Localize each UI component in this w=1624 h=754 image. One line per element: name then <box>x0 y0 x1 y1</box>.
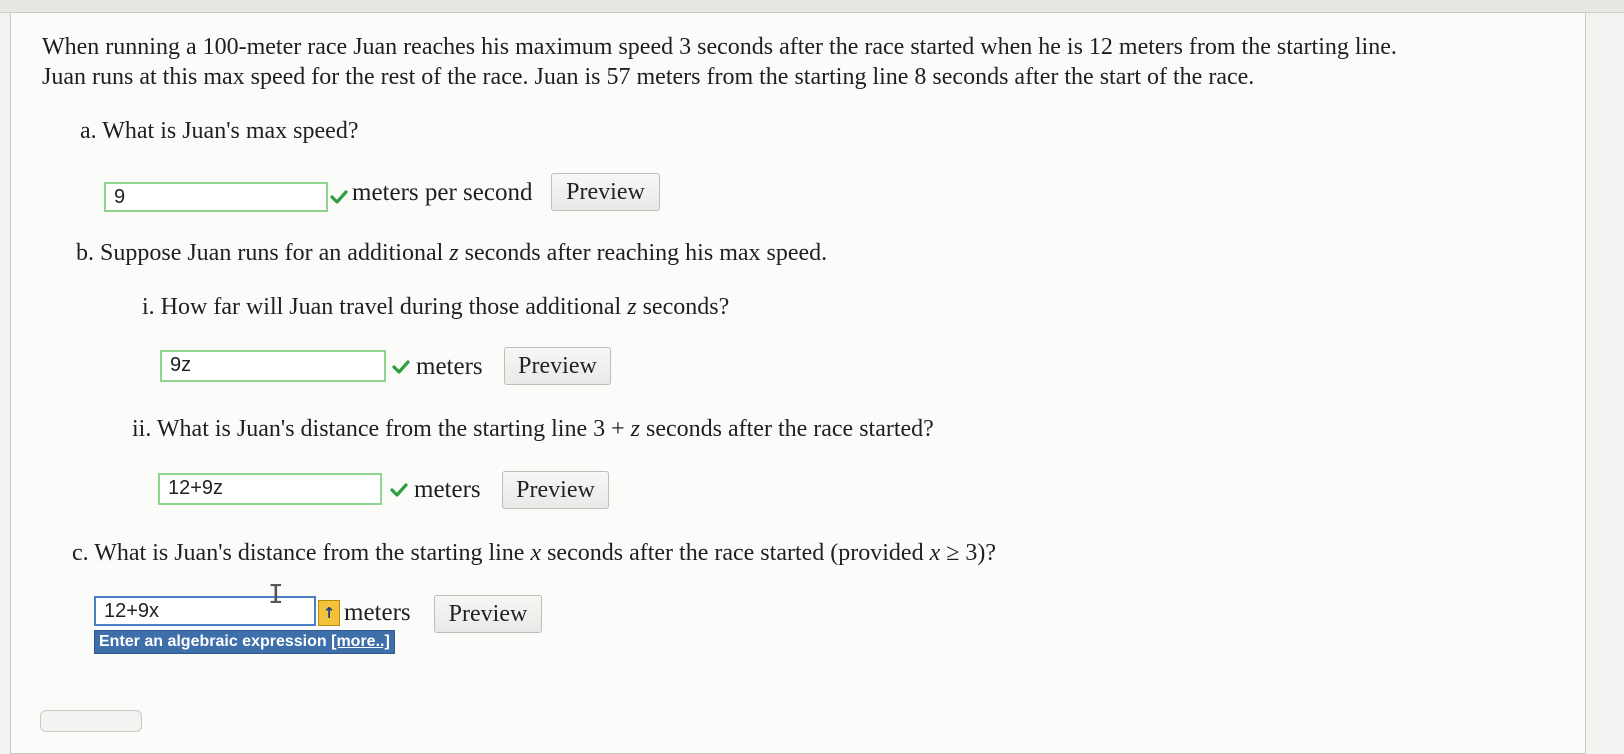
part-a-unit: meters per second <box>352 179 533 206</box>
part-b-i-preview-button[interactable]: Preview <box>504 347 611 385</box>
part-c-answer-input[interactable]: 12+9x <box>94 596 316 626</box>
part-b-ii-unit: meters <box>414 476 481 503</box>
part-a-question: a. What is Juan's max speed? <box>80 118 359 144</box>
input-hint-tooltip: Enter an algebraic expression [more..] <box>94 630 395 654</box>
part-b-ii-preview-button[interactable]: Preview <box>502 471 609 509</box>
part-b-i-unit: meters <box>416 353 483 380</box>
part-b-ii-question: ii. What is Juan's distance from the starting line 3 + z seconds after the race started? <box>132 416 934 442</box>
check-icon <box>390 481 408 499</box>
problem-text-line2: Juan runs at this max speed for the rest of the race. Juan is 57 meters from the starting line 8 seconds after the start of the race. <box>42 64 1255 90</box>
part-c-unit: meters <box>344 599 411 626</box>
next-section-tab[interactable] <box>40 710 142 732</box>
check-icon <box>330 188 348 206</box>
part-b-ii-answer-input[interactable]: 12+9z <box>158 473 382 505</box>
part-a-preview-button[interactable]: Preview <box>551 173 660 211</box>
hint-more-link[interactable]: [more..] <box>331 633 390 650</box>
part-b-i-answer-input[interactable]: 9z <box>160 350 386 382</box>
part-c-preview-button[interactable]: Preview <box>434 595 542 633</box>
text-cursor-icon: I <box>268 580 284 610</box>
warning-icon[interactable]: ↑ <box>318 600 340 626</box>
check-icon <box>392 358 410 376</box>
part-b-i-question: i. How far will Juan travel during those additional z seconds? <box>142 294 730 320</box>
problem-text-line1: When running a 100-meter race Juan reaches his maximum speed 3 seconds after the race started when he is 12 meters from the starting line. <box>42 34 1397 60</box>
part-b-question: b. Suppose Juan runs for an additional z seconds after reaching his max speed. <box>76 240 828 266</box>
part-c-question: c. What is Juan's distance from the starting line x seconds after the race started (provided x ≥ 3)? <box>72 540 997 566</box>
part-a-answer-input[interactable]: 9 <box>104 182 328 212</box>
